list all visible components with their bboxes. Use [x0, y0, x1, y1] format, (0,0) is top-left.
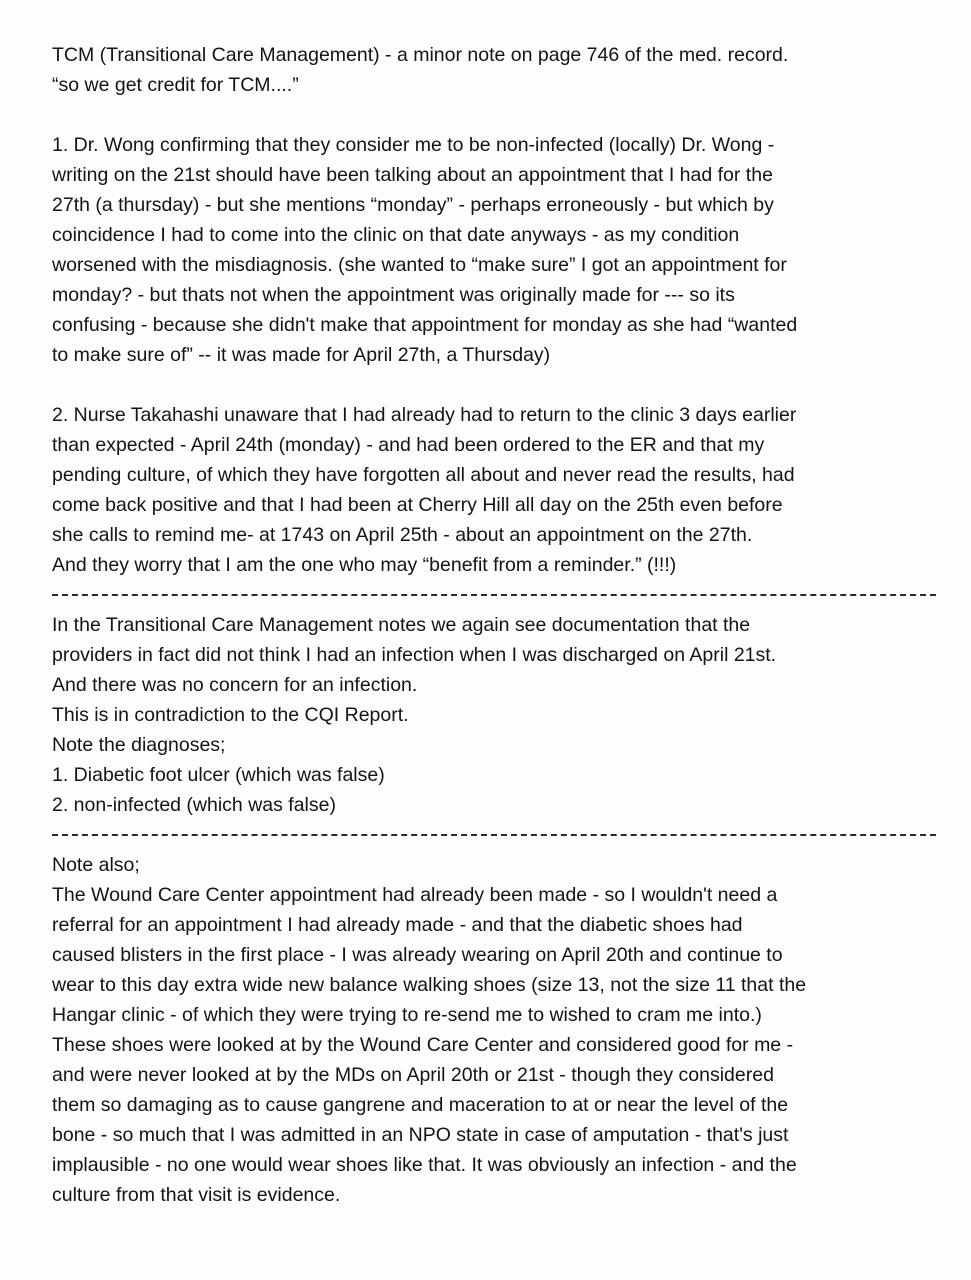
text-line: In the Transitional Care Management notes we again see documentation that the	[52, 614, 751, 636]
text-line: coincidence I had to come into the clinic on that date anyways - as my condition	[52, 224, 740, 246]
text-line: than expected - April 24th (monday) - and had been ordered to the ER and that my	[52, 434, 765, 456]
text-line: to make sure of” -- it was made for April 27th, a Thursday)	[52, 344, 551, 366]
tcm-notes-paragraph	[52, 610, 932, 820]
text-line: 2. non-infected (which was false)	[52, 794, 336, 816]
text-line: pending culture, of which they have forgotten all about and never read the results, had	[52, 464, 795, 486]
text-line: 27th (a thursday) - but she mentions “monday” - perhaps erroneously - but which by	[52, 194, 774, 216]
text-line: caused blisters in the first place - I was already wearing on April 20th and continue to	[52, 944, 783, 966]
text-line: The Wound Care Center appointment had already been made - so I wouldn't need a	[52, 884, 778, 906]
text-line: 1. Dr. Wong confirming that they consider me to be non-infected (locally) Dr. Wong -	[52, 134, 775, 156]
text-line: Note also;	[52, 854, 140, 876]
point-2-paragraph	[52, 400, 932, 580]
dashed-divider	[52, 580, 932, 610]
dashed-divider	[52, 820, 932, 850]
text-line: Note the diagnoses;	[52, 734, 226, 756]
text-line: come back positive and that I had been at Cherry Hill all day on the 25th even before	[52, 494, 783, 516]
intro-paragraph	[52, 40, 932, 100]
paragraph-spacer	[52, 100, 932, 130]
text-line: she calls to remind me- at 1743 on April 25th - about an appointment on the 27th.	[52, 524, 753, 546]
text-line: 1. Diabetic foot ulcer (which was false)	[52, 764, 385, 786]
document-body	[52, 40, 932, 1210]
text-line: worsened with the misdiagnosis. (she wanted to “make sure” I got an appointment for	[52, 254, 787, 276]
text-line: 2. Nurse Takahashi unaware that I had already had to return to the clinic 3 days earlier	[52, 404, 797, 426]
text-line: Hangar clinic - of which they were trying to re-send me to wished to cram me into.)	[52, 1004, 762, 1026]
text-line: And there was no concern for an infection.	[52, 674, 418, 696]
text-line: TCM (Transitional Care Management) - a minor note on page 746 of the med. record.	[52, 44, 789, 66]
text-line: them so damaging as to cause gangrene and maceration to at or near the level of the	[52, 1094, 789, 1116]
note-also-paragraph	[52, 850, 932, 1210]
text-line: And they worry that I am the one who may “benefit from a reminder.” (!!!)	[52, 554, 677, 576]
text-line: providers in fact did not think I had an infection when I was discharged on April 21st.	[52, 644, 777, 666]
text-line: These shoes were looked at by the Wound Care Center and considered good for me -	[52, 1034, 794, 1056]
text-line: “so we get credit for TCM....”	[52, 74, 299, 96]
text-line: This is in contradiction to the CQI Report.	[52, 704, 409, 726]
text-line: implausible - no one would wear shoes like that. It was obviously an infection - and the	[52, 1154, 797, 1176]
text-line: culture from that visit is evidence.	[52, 1184, 341, 1206]
text-line: bone - so much that I was admitted in an NPO state in case of amputation - that's just	[52, 1124, 789, 1146]
text-line: monday? - but thats not when the appointment was originally made for --- so its	[52, 284, 735, 306]
text-line: and were never looked at by the MDs on April 20th or 21st - though they considered	[52, 1064, 774, 1086]
point-1-paragraph	[52, 130, 932, 370]
text-line: wear to this day extra wide new balance walking shoes (size 13, not the size 11 that the	[52, 974, 807, 996]
text-line: referral for an appointment I had already made - and that the diabetic shoes had	[52, 914, 743, 936]
text-line: writing on the 21st should have been talking about an appointment that I had for the	[52, 164, 773, 186]
text-line: confusing - because she didn't make that appointment for monday as she had “wanted	[52, 314, 798, 336]
paragraph-spacer	[52, 370, 932, 400]
